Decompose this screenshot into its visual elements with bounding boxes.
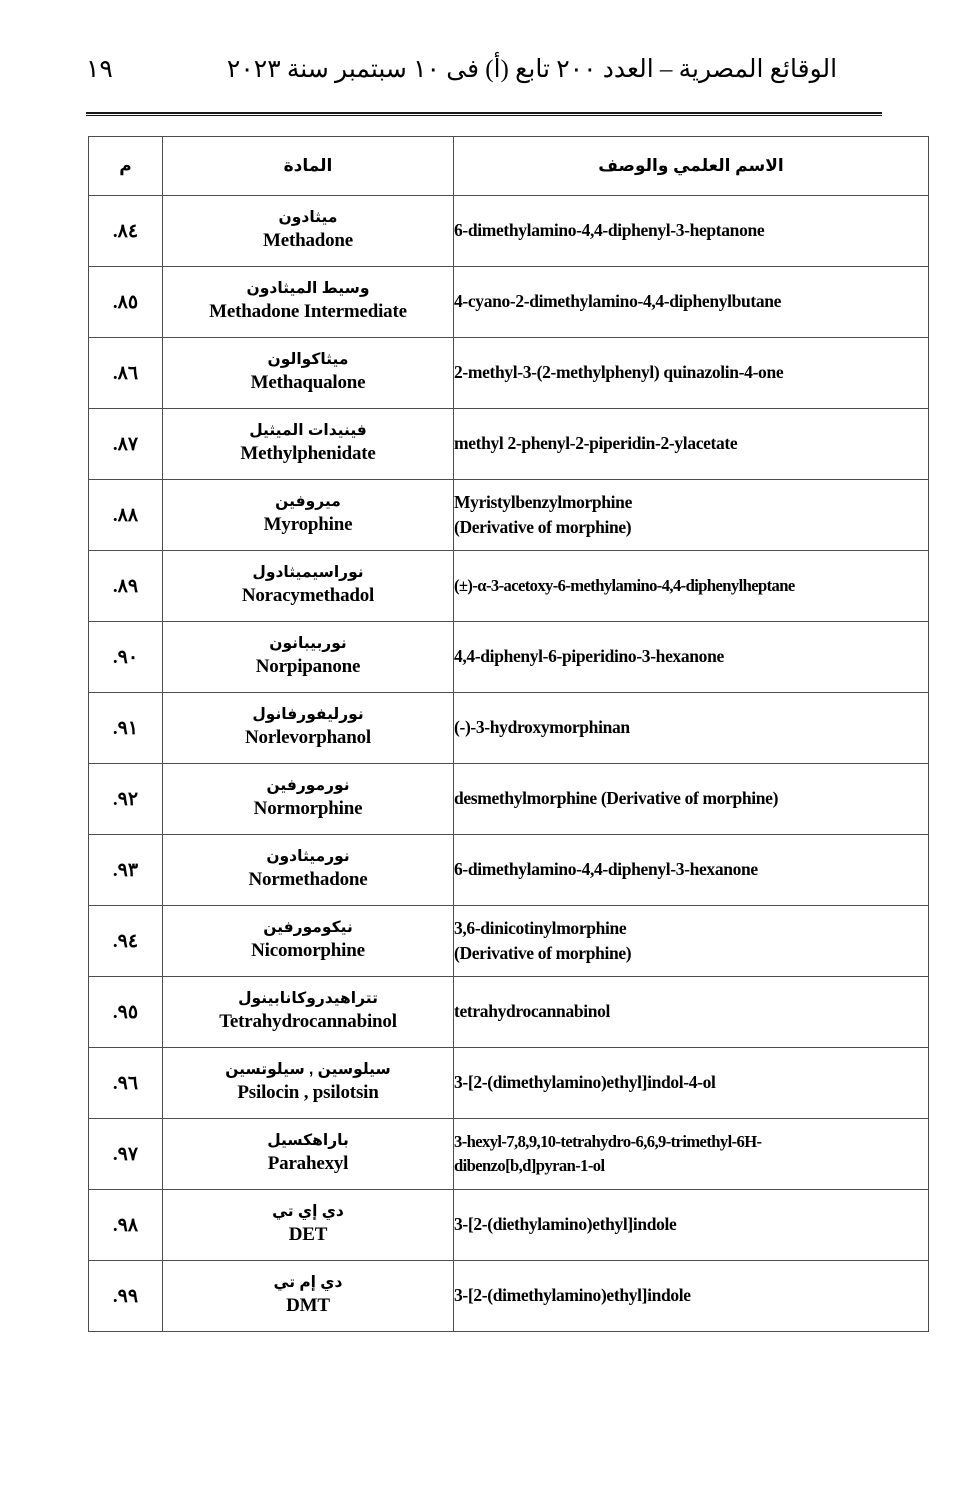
scientific-name-line: 6-dimethylamino-4,4-diphenyl-3-heptanone [454, 220, 765, 241]
cell-material [163, 409, 454, 480]
table-row [89, 693, 929, 764]
material-name-arabic: ميثادون [278, 209, 338, 227]
column-header-material: المادة [163, 137, 454, 196]
cell-scientific-name [454, 1190, 929, 1261]
table-row [89, 977, 929, 1048]
table-row [89, 622, 929, 693]
material-name-arabic: وسيط الميثادون [246, 280, 370, 298]
cell-scientific-name [454, 693, 929, 764]
table-row [89, 1119, 929, 1190]
scientific-name-line: dibenzo[b,d]pyran-1-ol [454, 1156, 605, 1175]
material-name-english: Methadone [262, 230, 354, 252]
scientific-name-line: 3,6-dinicotinylmorphine [454, 917, 627, 938]
table-row [89, 1261, 929, 1332]
material-name-english: Myrophine [263, 514, 353, 536]
cell-row-number: ٩٥. [89, 977, 163, 1048]
scientific-name-line: 6-dimethylamino-4,4-diphenyl-3-hexanone [454, 859, 758, 880]
material-name-arabic: فينيدات الميثيل [249, 422, 367, 440]
cell-row-number: ٩٣. [89, 835, 163, 906]
table-row [89, 835, 929, 906]
scientific-name-line: 3-[2-(diethylamino)ethyl]indole [454, 1214, 677, 1235]
cell-material [163, 338, 454, 409]
scientific-name-line: tetrahydrocannabinol [454, 1001, 611, 1022]
cell-material [163, 551, 454, 622]
material-name-english: Tetrahydrocannabinol [219, 1011, 397, 1033]
material-name-english: Norlevorphanol [245, 727, 371, 749]
cell-scientific-name [454, 338, 929, 409]
scientific-name-line: 4-cyano-2-dimethylamino-4,4-diphenylbutane [454, 291, 782, 312]
scientific-name-line: Myristylbenzylmorphine [454, 491, 632, 512]
controlled-substances-table [88, 136, 929, 1332]
cell-row-number: ٨٥. [89, 267, 163, 338]
cell-scientific-name [454, 480, 929, 551]
page-number: ١٩ [86, 56, 113, 83]
scientific-name-line: desmethylmorphine (Derivative of morphine) [454, 788, 779, 809]
cell-material [163, 196, 454, 267]
cell-row-number: ٩٩. [89, 1261, 163, 1332]
cell-material [163, 835, 454, 906]
table-row [89, 267, 929, 338]
material-name-arabic: باراهكسيل [267, 1132, 349, 1150]
material-name-english: Psilocin , psilotsin [237, 1082, 379, 1104]
material-name-arabic: دي إي تي [272, 1203, 344, 1221]
material-name-arabic: نورميثادون [266, 848, 350, 866]
cell-row-number: ٨٤. [89, 196, 163, 267]
material-name-english: Methylphenidate [240, 443, 376, 465]
table-header-row [89, 137, 929, 196]
cell-material [163, 906, 454, 977]
material-name-arabic: نوراسيميثادول [252, 564, 364, 582]
cell-row-number: ٩١. [89, 693, 163, 764]
scientific-name-line: 3-[2-(dimethylamino)ethyl]indole [454, 1285, 691, 1306]
cell-scientific-name [454, 906, 929, 977]
scientific-name-line: (-)-3-hydroxymorphinan [454, 717, 630, 738]
material-name-english: Normethadone [248, 869, 368, 891]
material-name-english: Normorphine [253, 798, 363, 820]
cell-material [163, 1119, 454, 1190]
cell-row-number: ٩٨. [89, 1190, 163, 1261]
material-name-arabic: سيلوسين , سيلوتسين [225, 1061, 391, 1079]
cell-row-number: ٨٦. [89, 338, 163, 409]
gazette-title: الوقائع المصرية – العدد ٢٠٠ تابع (أ) فى ١٠ سبتمبر سنة ٢٠٢٣ [226, 56, 838, 83]
material-name-english: Methaqualone [250, 372, 366, 394]
scientific-name-line: (±)-α-3-acetoxy-6-methylamino-4,4-diphenylheptane [454, 575, 795, 595]
cell-material [163, 1261, 454, 1332]
material-name-arabic: نوربيبانون [269, 635, 347, 653]
scientific-name-line: 2-methyl-3-(2-methylphenyl) quinazolin-4-one [454, 362, 784, 383]
cell-scientific-name [454, 409, 929, 480]
header-divider-rule [86, 112, 882, 116]
scientific-name-line: 3-[2-(dimethylamino)ethyl]indol-4-ol [454, 1072, 716, 1093]
material-name-english: DET [288, 1224, 328, 1246]
cell-material [163, 1190, 454, 1261]
cell-scientific-name [454, 1048, 929, 1119]
material-name-english: Nicomorphine [251, 940, 365, 962]
cell-material [163, 977, 454, 1048]
cell-scientific-name [454, 622, 929, 693]
cell-scientific-name [454, 267, 929, 338]
cell-scientific-name [454, 835, 929, 906]
material-name-english: Methadone Intermediate [209, 301, 407, 323]
cell-row-number: ٨٧. [89, 409, 163, 480]
column-header-scientific-name: الاسم العلمي والوصف [454, 137, 929, 196]
table-row [89, 1190, 929, 1261]
table-row [89, 338, 929, 409]
material-name-english: Noracymethadol [241, 585, 375, 607]
table-header [89, 137, 929, 196]
material-name-arabic: نورليفورفانول [252, 706, 364, 724]
cell-row-number: ٩٤. [89, 906, 163, 977]
table-row [89, 551, 929, 622]
material-name-arabic: نيكومورفين [263, 919, 353, 937]
table-row [89, 480, 929, 551]
material-name-arabic: دي إم تي [273, 1274, 343, 1292]
table-body [89, 196, 929, 1332]
cell-material [163, 622, 454, 693]
scientific-name-line: 4,4-diphenyl-6-piperidino-3-hexanone [454, 646, 724, 667]
schedule-table-container [88, 136, 928, 1332]
scientific-name-line: (Derivative of morphine) [454, 517, 632, 537]
cell-row-number: ٩٦. [89, 1048, 163, 1119]
material-name-arabic: ميروفين [275, 493, 341, 511]
cell-row-number: ٩٠. [89, 622, 163, 693]
material-name-english: Norpipanone [255, 656, 361, 678]
cell-scientific-name [454, 764, 929, 835]
table-row [89, 764, 929, 835]
cell-material [163, 267, 454, 338]
table-row [89, 1048, 929, 1119]
cell-row-number: ٨٩. [89, 551, 163, 622]
cell-scientific-name [454, 977, 929, 1048]
column-header-number: م [89, 137, 163, 196]
material-name-arabic: نورمورفين [266, 777, 350, 795]
page-header [80, 46, 888, 92]
cell-row-number: ٩٧. [89, 1119, 163, 1190]
cell-scientific-name [454, 1261, 929, 1332]
cell-material [163, 693, 454, 764]
material-name-english: DMT [286, 1295, 330, 1317]
cell-material [163, 764, 454, 835]
table-row [89, 409, 929, 480]
cell-material [163, 1048, 454, 1119]
cell-scientific-name [454, 196, 929, 267]
scientific-name-line: 3-hexyl-7,8,9,10-tetrahydro-6,6,9-trimethyl-6H- [454, 1131, 762, 1151]
material-name-english: Parahexyl [267, 1153, 349, 1175]
cell-scientific-name [454, 551, 929, 622]
cell-material [163, 480, 454, 551]
material-name-arabic: ميثاكوالون [267, 351, 349, 369]
table-row [89, 196, 929, 267]
material-name-arabic: تتراهيدروكانابينول [238, 990, 378, 1008]
cell-row-number: ٩٢. [89, 764, 163, 835]
table-row [89, 906, 929, 977]
scientific-name-line: methyl 2-phenyl-2-piperidin-2-ylacetate [454, 433, 738, 454]
scientific-name-line: (Derivative of morphine) [454, 943, 632, 963]
cell-row-number: ٨٨. [89, 480, 163, 551]
cell-scientific-name [454, 1119, 929, 1190]
